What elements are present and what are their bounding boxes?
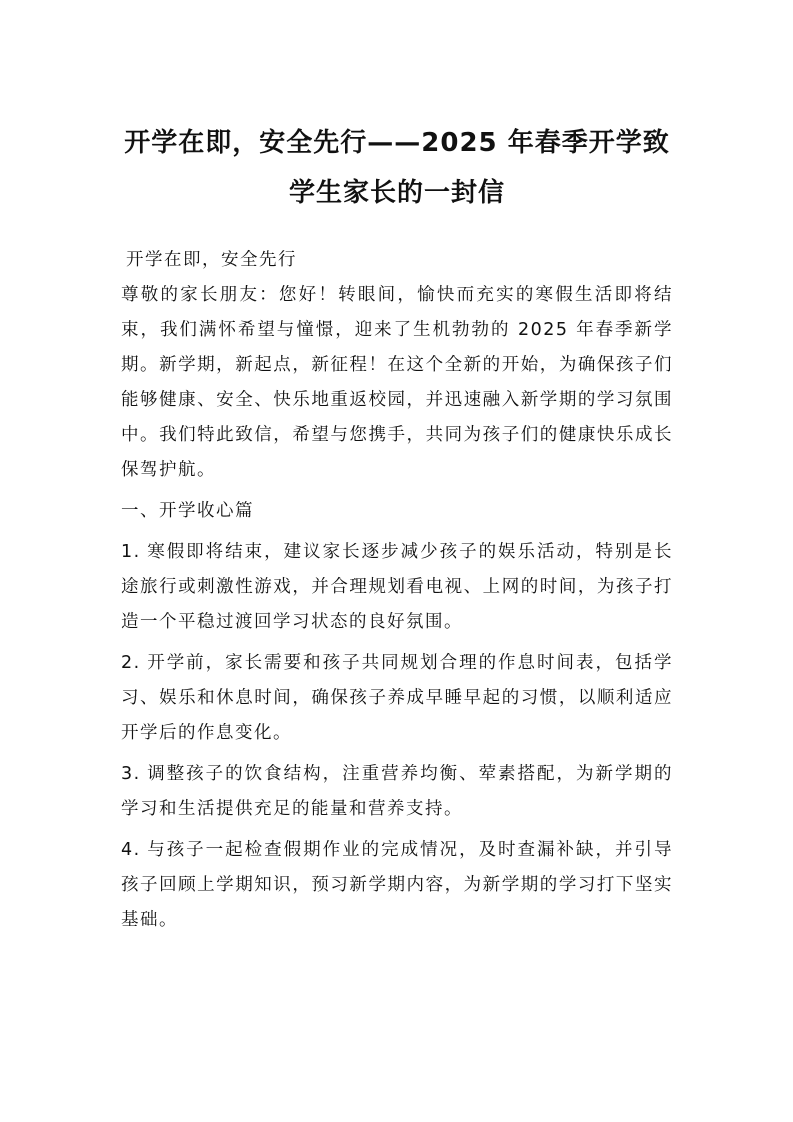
list-item [121, 757, 673, 827]
item-text: 开学前，家长需要和孩子共同规划合理的作息时间表，包括学习、娱乐和休息时间，确保孩子养成早睡早起的习惯，以顺利适应开学后的作息变化。 [121, 653, 673, 743]
item-number: 1. [121, 542, 141, 562]
document-title [121, 118, 673, 218]
title-line-1: 开学在即，安全先行——2025 年春季开学致 [124, 128, 670, 158]
item-text: 与孩子一起检查假期作业的完成情况，及时查漏补缺，并引导孩子回顾上学期知识，预习新学期内容，为新学期的学习打下坚实基础。 [121, 840, 673, 930]
list-item [121, 646, 673, 751]
item-number: 4. [121, 840, 141, 860]
greeting-paragraph: 尊敬的家长朋友：您好！转眼间，愉快而充实的寒假生活即将结束，我们满怀希望与憧憬，迎来了生机勃勃的 2025 年春季新学期。新学期，新起点，新征程！在这个全新的开始，为确保孩子们能够健康、安全、快乐地重返校园，并迅速融入新学期的学习氛围中。我们特此致信，希望与您携手，共同为孩子们的健康快乐成长保驾护航。 [121, 285, 673, 480]
item-text: 寒假即将结束，建议家长逐步减少孩子的娱乐活动，特别是长途旅行或刺激性游戏，并合理规划看电视、上网的时间，为孩子打造一个平稳过渡回学习状态的良好氛围。 [121, 542, 673, 632]
list-item [121, 535, 673, 640]
item-text: 调整孩子的饮食结构，注重营养均衡、荤素搭配，为新学期的学习和生活提供充足的能量和营养支持。 [121, 764, 673, 819]
title-line-2: 学生家长的一封信 [288, 178, 505, 208]
item-number: 2. [121, 653, 141, 673]
section-heading-1: 一、开学收心篇 [121, 501, 254, 521]
letter-body [121, 243, 673, 938]
list-item [121, 833, 673, 938]
opening-line: 开学在即，安全先行 [126, 250, 297, 270]
item-number: 3. [121, 764, 141, 784]
